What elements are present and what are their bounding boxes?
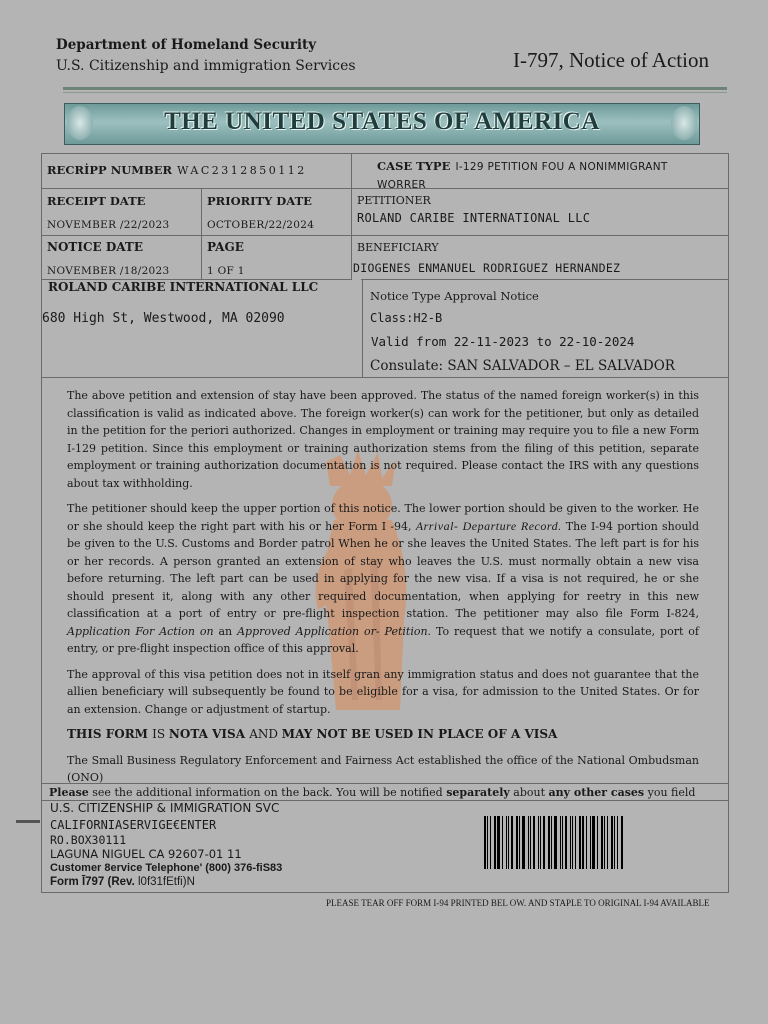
petitioner-address-name: ROLAND CARIBE INTERNATIONAL LLC: [48, 280, 319, 294]
barcode-bar: [560, 816, 561, 869]
application-text: Application For Action on: [67, 624, 214, 638]
notice-body: [67, 387, 699, 795]
barcode-bar: [522, 816, 525, 869]
barcode-bar: [487, 816, 488, 869]
barcode-bar: [565, 816, 567, 869]
additional-info-note: [49, 786, 695, 799]
barcode-bar: [572, 816, 573, 869]
barcode-bar: [562, 816, 563, 869]
usa-banner: [64, 103, 700, 145]
case-type-value: I-129 PETITION FOU A NONIMMIGRANT WORRER: [377, 161, 668, 191]
left-margin-mark: [16, 820, 40, 823]
barcode-bar: [516, 816, 518, 869]
receipt-number-label: RECRİPP NUMBER: [47, 163, 173, 177]
barcode-bar: [533, 816, 535, 869]
footer-phone: Customer 8ervice Telephone' (800) 376-fiS83: [50, 862, 283, 874]
petitioner-value: ROLAND CARIBE INTERNATIONAL LLC: [357, 211, 591, 225]
barcode-bar: [511, 816, 513, 869]
barcode-bar: [508, 816, 509, 869]
text-span: about: [509, 786, 549, 799]
page-label: PAGE: [207, 240, 244, 254]
tear-off-note: PLEASE TEAR OFF FORM I-94 PRINTED BEL OW. AND STAPLE TO ORIGINAL I-94 AVAILABLE: [326, 898, 710, 908]
paragraph-ombudsman: The Small Business Regulatory Enforcement and Fairness Act established the office of the National Ombudsman (ONO): [67, 753, 699, 784]
petitioner-label: PETITIONER: [357, 194, 431, 207]
barcode-bar: [506, 816, 507, 869]
barcode-bar: [617, 816, 618, 869]
banner-ornament-right-icon: [671, 106, 697, 140]
priority-date-value: OCTOBER/22/2024: [207, 219, 315, 231]
paragraph-disclaimer: The approval of this visa petition does not in itself gran any immigration status and does not guarantee that the allien beneficiary will subsequently be found to be eligible for a visa, for admission to the United States. Or for an extension. Change or adjustment of startup.: [67, 667, 699, 716]
not-a-visa-notice: [67, 726, 699, 744]
receipt-date-value: NOVEMBER /22/2023: [47, 219, 170, 231]
text-span: Form Ī797 (Rev.: [50, 876, 135, 888]
notice-type-value: Approval Notice: [444, 289, 539, 303]
text-span: IS: [152, 727, 169, 741]
barcode-bar: [601, 816, 603, 869]
barcode-bar: [490, 816, 491, 869]
barcode-bar: [497, 816, 500, 869]
text-span: NOTA VISA: [168, 727, 250, 741]
petitioner-address-street: 680 High St, Westwood, MA 02090: [42, 311, 285, 326]
header-rule: [63, 87, 727, 90]
receipt-number: [47, 159, 307, 178]
barcode-bar: [543, 816, 545, 869]
text-span: To request that we notify a consulate, port of entry, or pre-flight inspection office of this approval.: [67, 624, 699, 655]
barcode-bar: [494, 816, 496, 869]
text-span: THIS FORM: [67, 727, 153, 741]
text-span: you field: [644, 786, 696, 799]
agency-name: U.S. Citizenship and immigration Services: [56, 58, 356, 74]
barcode: [484, 816, 658, 869]
barcode-bar: [597, 816, 598, 869]
banner-ornament-left-icon: [67, 106, 93, 140]
priority-date-label: PRIORITY DATE: [207, 194, 312, 208]
grid-line: [362, 279, 363, 377]
consulate: Consulate: SAN SALVADOR – EL SALVADOR: [370, 358, 675, 374]
text-span: separately: [446, 786, 510, 799]
beneficiary-value: DIOGENES ENMANUEL RODRIGUEZ HERNANDEZ: [353, 261, 621, 275]
paragraph-instructions: [67, 500, 699, 658]
footer-agency: U.S. CITIZENSHIP & IMMIGRATION SVC: [50, 801, 280, 815]
barcode-bar: [530, 816, 531, 869]
text-span: MAY NOT BE USED IN PLACE OF A VISA: [281, 727, 558, 741]
text-span: see the additional information on the back. You will be notified: [88, 786, 447, 799]
case-type-label: CASE TYPE: [377, 159, 451, 173]
text-span: l0f31fEtfi)N: [134, 876, 195, 888]
barcode-bar: [554, 816, 557, 869]
grid-line: [361, 279, 728, 280]
text-span: any other cases: [548, 786, 645, 799]
text-span: The I-94 portion should be given to the U.S. Customs and Border patrol When he or she leaves the United States. The left part is for his or her records. A person granted an extension of stay who leaves the U.S. must normally obtain a new visa before returning. The left part can be used in applying for the new visa. If a visa is not required, he or she should present it, along with any other required documentation, when applying for reetry in this new classification at a port of entry or pre-flight inspection station. The petitioner may also file Form I-824,: [67, 519, 699, 620]
notice-type-label: Notice Type: [370, 289, 441, 303]
notice-date-label: NOTICE DATE: [47, 240, 143, 254]
barcode-bar: [607, 816, 608, 869]
footer-city: LAGUNA NIGUEL CA 92607-01 11: [50, 847, 242, 861]
beneficiary-label: BENEFICIARY: [357, 241, 439, 254]
barcode-bar: [579, 816, 581, 869]
department-name: Department of Homeland Security: [56, 37, 317, 53]
barcode-bar: [575, 816, 576, 869]
barcode-bar: [519, 816, 520, 869]
receipt-number-value: WAC2312850112: [177, 164, 307, 177]
barcode-bar: [611, 816, 613, 869]
barcode-bar: [592, 816, 595, 869]
footer-po-box: RO.BOX30111: [50, 833, 127, 847]
text-span: an: [213, 624, 238, 638]
barcode-bar: [548, 816, 550, 869]
validity-period: Valid from 22-11-2023 to 22-10-2024: [371, 334, 635, 349]
case-type: [377, 157, 717, 193]
footer-service-center: CALIFORNIASERVIGE€ENTER: [50, 818, 217, 832]
paragraph-approval: The above petition and extension of stay have been approved. The status of the named foreign worker(s) in this classification is valid as indicated above. The foreign worker(s) can work for the petitioner, but only as detailed in the petition for the periori authorized. Changes in employment or training may require you to file a new Form I-129 petition. Since this employment or training authorization stems from the filing of this petition, separate employment or training authorization documentation is not required. Please contact the IRS with any questions about tax withholding.: [67, 389, 699, 490]
receipt-date-label: RECEIPT DATE: [47, 194, 146, 208]
page-value: 1 OF 1: [207, 265, 245, 277]
form-title: I-797, Notice of Action: [513, 48, 709, 72]
grid-line: [41, 235, 728, 236]
barcode-bar: [540, 816, 541, 869]
barcode-bar: [538, 816, 539, 869]
text-span: Please: [49, 786, 89, 799]
barcode-bar: [590, 816, 591, 869]
arrival-record-text: Arrival- Departure Record.: [415, 518, 562, 533]
barcode-bar: [502, 816, 503, 869]
barcode-bar: [528, 816, 529, 869]
barcode-bar: [582, 816, 584, 869]
grid-line: [41, 377, 728, 378]
grid-line: [351, 153, 352, 279]
barcode-bar: [604, 816, 605, 869]
barcode-bar: [484, 816, 486, 869]
text-span: AND: [249, 727, 282, 741]
banner-text: THE UNITED STATES OF AMERICA: [164, 108, 600, 135]
notice-type: [370, 289, 539, 303]
barcode-bar: [551, 816, 552, 869]
text-span: The petitioner should keep the upper portion of this notice. The lower portion should be given to the worker. He or she should keep the right part with his or her Form I -94,: [67, 502, 699, 533]
barcode-bar: [570, 816, 571, 869]
header-rule-thin: [63, 92, 727, 93]
approved-application-text: Approved Application or- Petition.: [237, 624, 432, 638]
notice-date-value: NOVEMBER /18/2023: [47, 265, 170, 277]
grid-line: [201, 188, 202, 279]
barcode-bar: [621, 816, 623, 869]
footer-form-revision: [50, 876, 195, 888]
barcode-bar: [614, 816, 615, 869]
barcode-bar: [586, 816, 587, 869]
visa-class: Class:H2-B: [370, 311, 443, 325]
